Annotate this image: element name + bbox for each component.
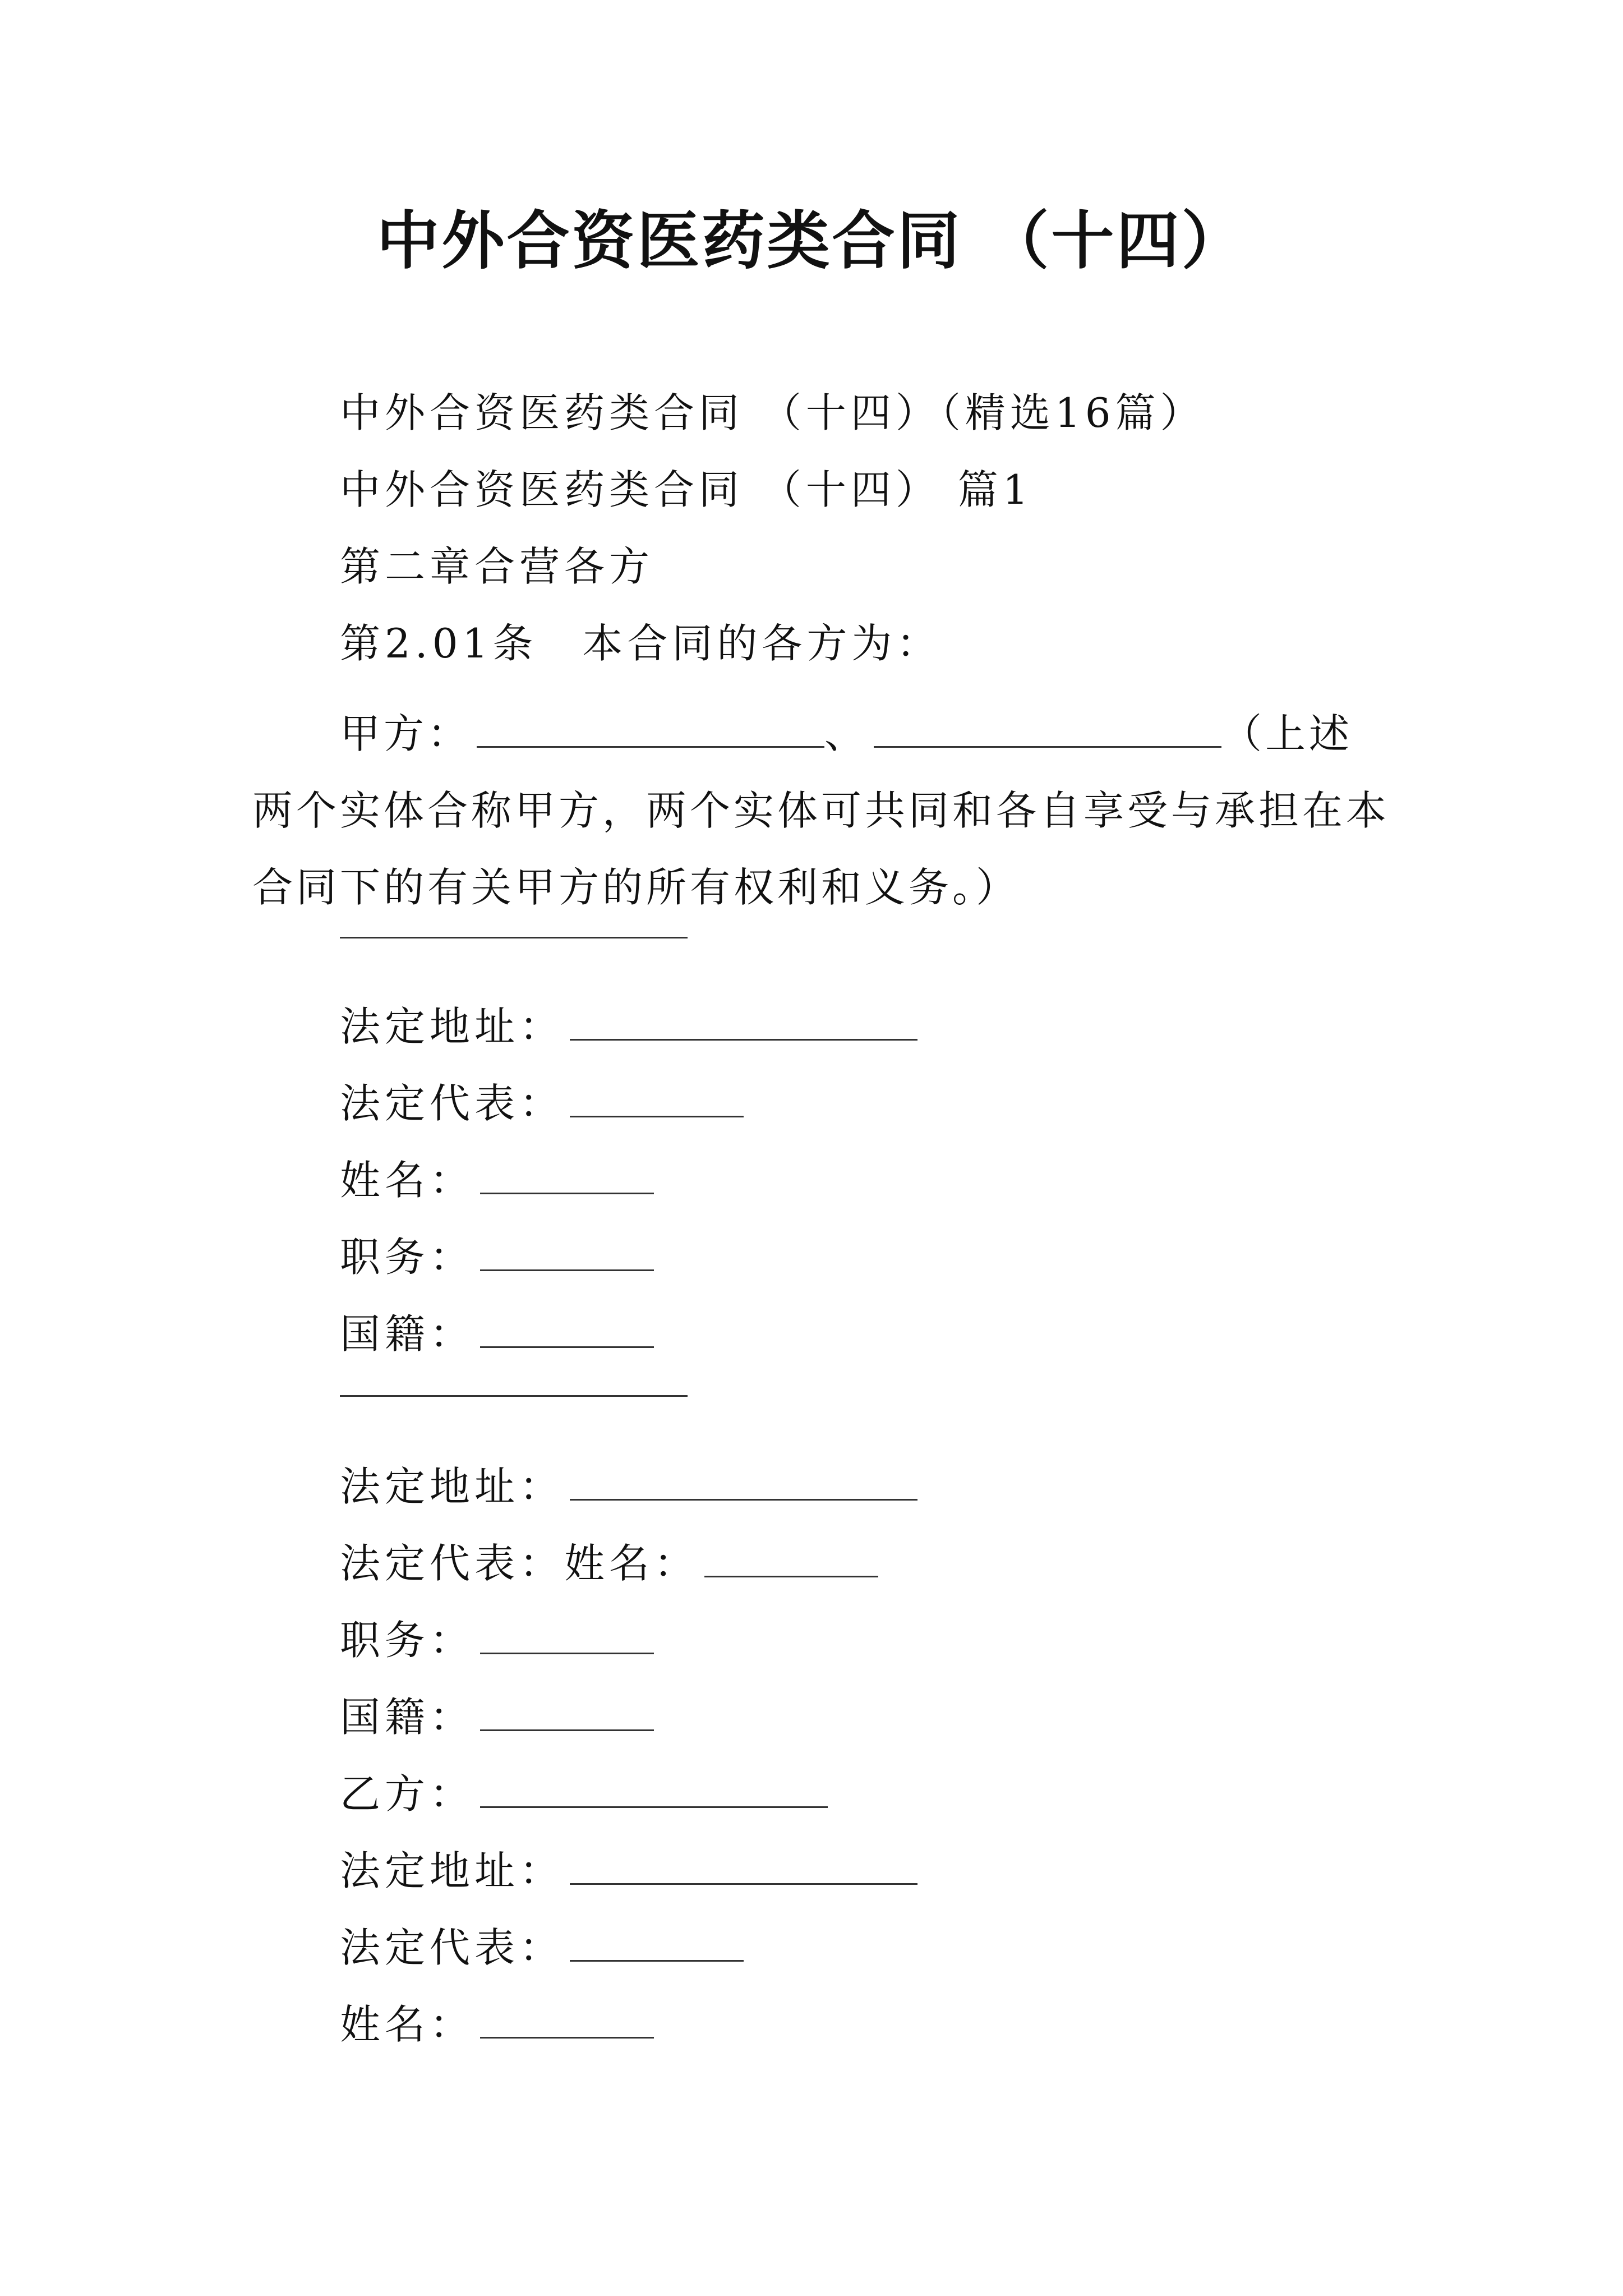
party-b-rep-row: [340, 1920, 744, 1976]
party-b-name-label: 姓名：: [340, 2001, 475, 2048]
entity1-name-row: [340, 1152, 654, 1208]
party-a-paragraph: [252, 696, 1391, 926]
entity1-nationality-blank[interactable]: [480, 1312, 654, 1348]
entity1-position-row: [340, 1229, 654, 1285]
entity1-rep-blank[interactable]: [570, 1081, 744, 1117]
party-b-address-row: [340, 1843, 917, 1899]
entity2-name-blank[interactable]: [340, 1395, 688, 1397]
entity2-nationality-row: [340, 1689, 654, 1745]
intro-line-2: 中外合资医药类合同 （十四） 篇1: [340, 466, 1033, 513]
entity2-rep-name-blank[interactable]: [704, 1541, 878, 1577]
party-b-rep-label: 法定代表：: [340, 1924, 565, 1971]
entity1-position-blank[interactable]: [480, 1235, 654, 1271]
intro-line-1: 中外合资医药类合同 （十四）（精选16篇）: [340, 389, 1205, 436]
party-b-label: 乙方：: [340, 1770, 475, 1818]
party-b-address-blank[interactable]: [570, 1848, 917, 1885]
entity1-nationality-row: [340, 1306, 654, 1362]
entity2-nationality-blank[interactable]: [480, 1695, 654, 1731]
party-b-row: [340, 1766, 828, 1822]
entity1-address-row: [340, 999, 917, 1055]
entity1-nationality-label: 国籍：: [340, 1310, 475, 1358]
entity1-name-field-blank[interactable]: [480, 1158, 654, 1194]
party-b-address-label: 法定地址：: [340, 1847, 565, 1894]
party-a-entity2-blank[interactable]: [874, 711, 1221, 748]
entity1-rep-row: [340, 1075, 744, 1131]
entity2-position-blank[interactable]: [480, 1618, 654, 1654]
party-b-name-row: [340, 1996, 654, 2053]
entity2-nationality-label: 国籍：: [340, 1694, 475, 1741]
entity2-position-label: 职务：: [340, 1617, 475, 1664]
party-a-note: （上述两个实体合称甲方，两个实体可共同和各自享受与承担在本合同下的有关甲方的所有权利和义务。）: [252, 710, 1390, 911]
entity1-position-label: 职务：: [340, 1234, 475, 1281]
entity2-rep-name-row: [340, 1535, 878, 1591]
party-a-label: 甲方：: [340, 710, 472, 757]
entity2-address-row: [340, 1458, 917, 1515]
entity2-rep-name-label: 法定代表：姓名：: [340, 1540, 699, 1587]
entity1-name-blank[interactable]: [340, 937, 688, 938]
party-a-entity1-blank[interactable]: [477, 711, 824, 748]
party-b-blank[interactable]: [480, 1772, 828, 1808]
chapter-heading: 第二章合营各方: [340, 543, 654, 590]
entity2-address-blank[interactable]: [570, 1464, 917, 1501]
party-a-separator: 、: [824, 710, 869, 757]
article-line: 第2.01条 本合同的各方为：: [340, 620, 942, 667]
entity1-name-label: 姓名：: [340, 1157, 475, 1204]
entity1-address-label: 法定地址：: [340, 1003, 565, 1050]
document-title: 中外合资医药类合同 （十四）: [376, 204, 1247, 278]
entity2-position-row: [340, 1612, 654, 1668]
entity1-address-blank[interactable]: [570, 1004, 917, 1041]
party-b-rep-blank[interactable]: [570, 1925, 744, 1962]
party-b-name-blank[interactable]: [480, 2002, 654, 2039]
entity2-address-label: 法定地址：: [340, 1463, 565, 1510]
entity1-rep-label: 法定代表：: [340, 1080, 565, 1127]
